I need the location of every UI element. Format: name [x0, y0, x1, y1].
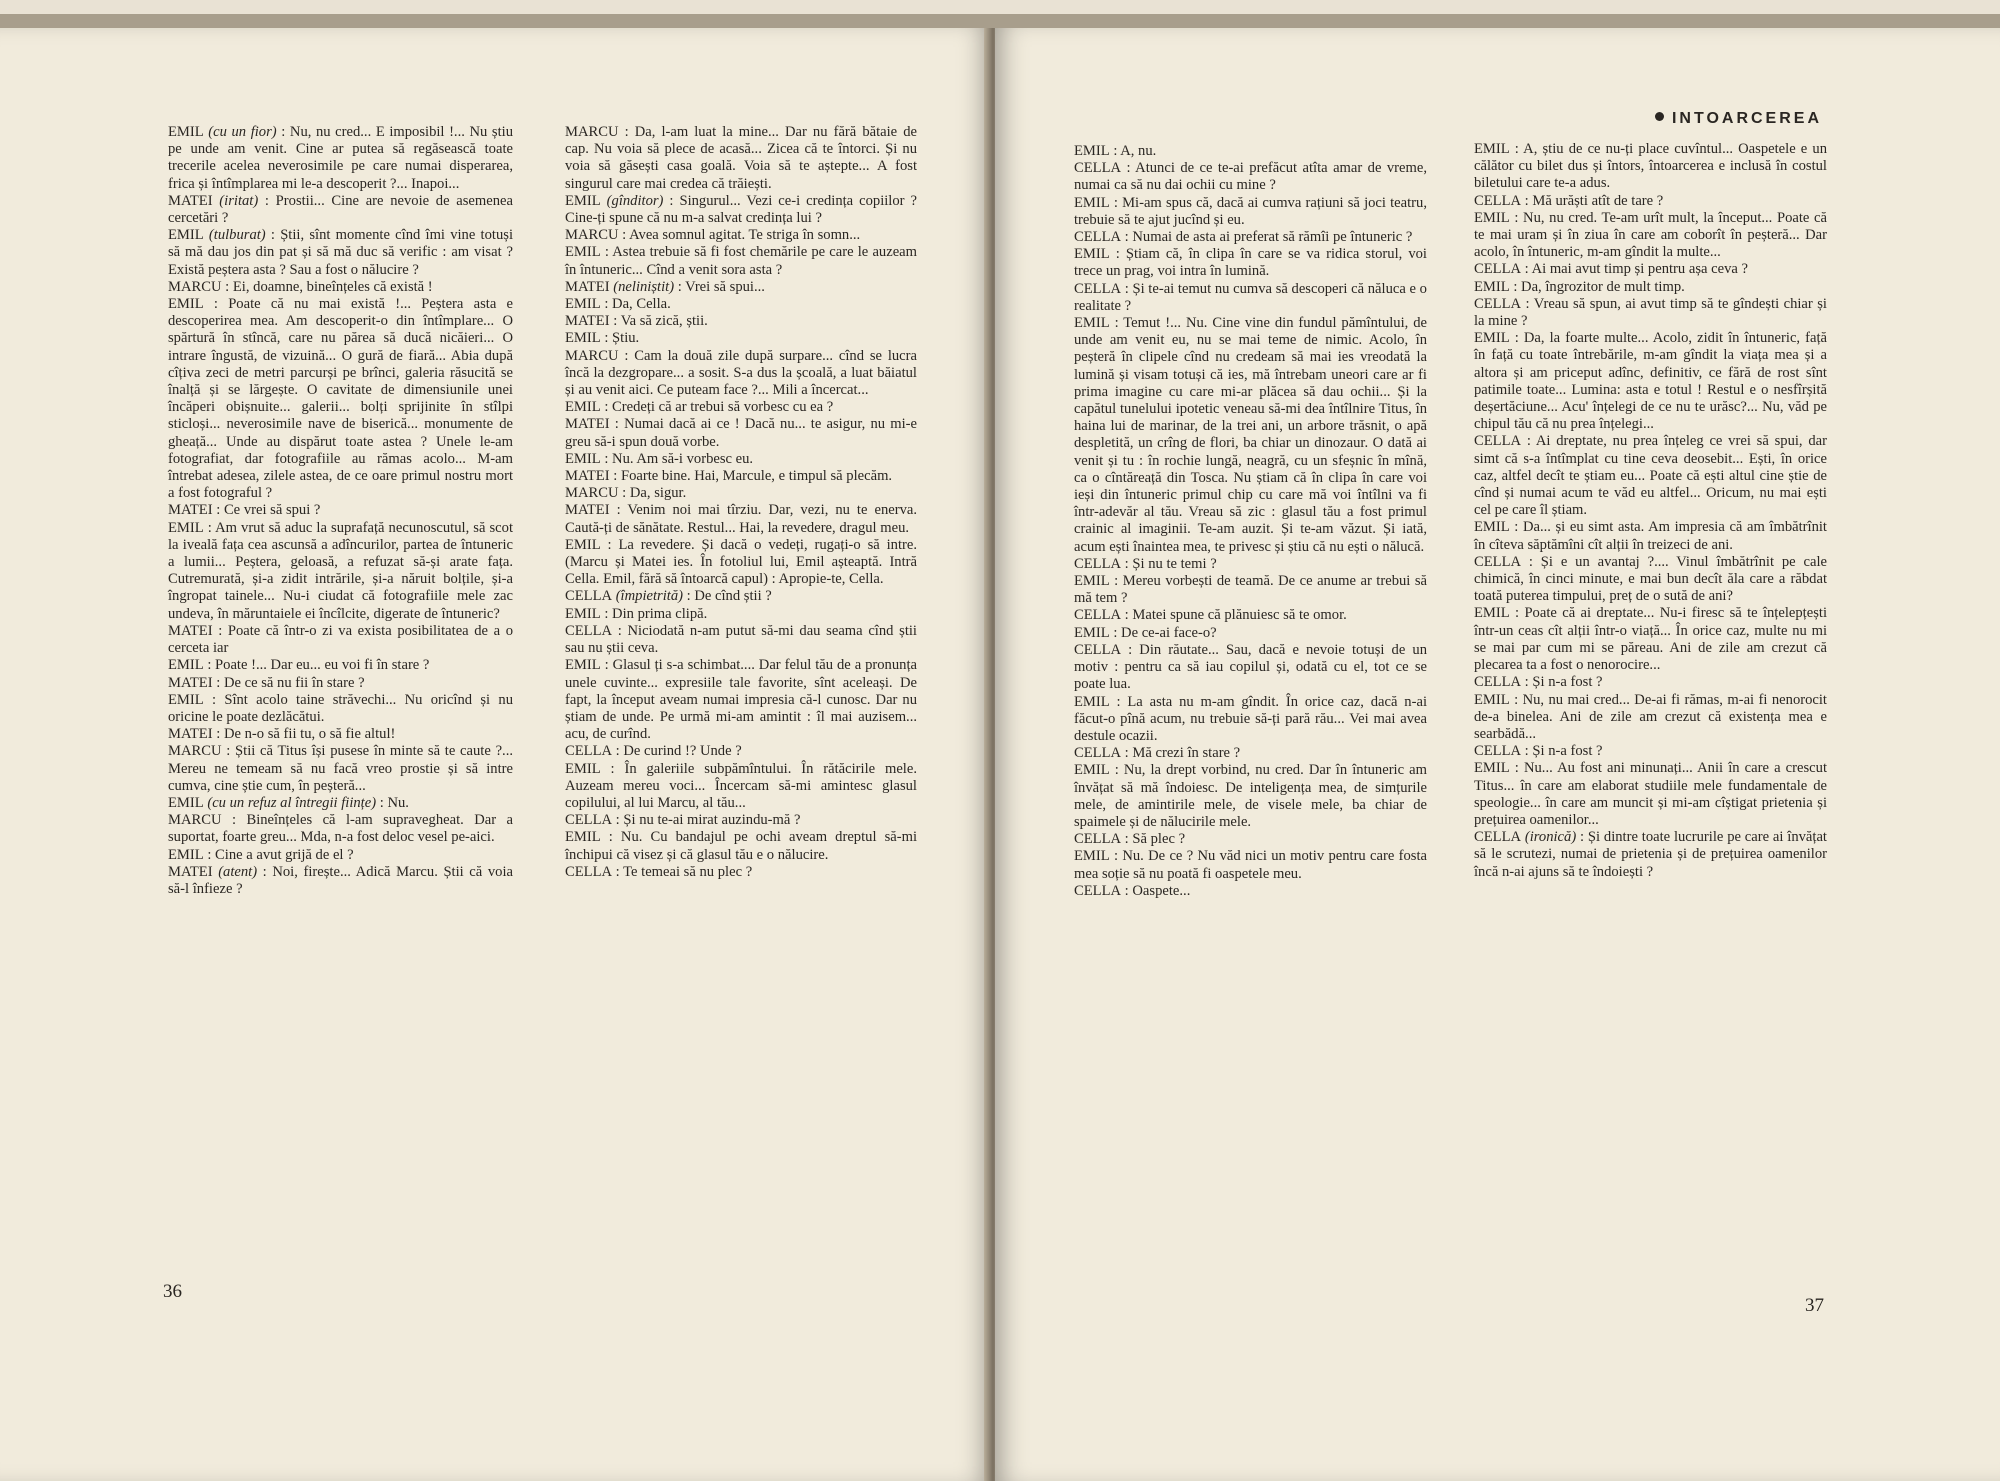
line-text: Din răutate... Sau, dacă e nevoie totuși de un motiv : pentru ca să iau copilul și, odată cu el, tot ce se poate lua.	[1074, 641, 1427, 693]
line-text: La revedere. Și dacă o vedeți, rugați-o să intre. (Marcu și Matei ies. În fotoliul lui, Emil așteaptă. Intră Cella. Emil, fără să întoarcă capul) : Apropie-te, Cella.	[565, 536, 917, 588]
dialogue-line: MARCU : Știi că Titus își pusese în minte să te caute ?... Mereu ne temeam să nu facă vreo prostie și să intre cumva, cine știe cum, în peșteră...	[168, 743, 513, 794]
line-text: Atunci de ce te-ai prefăcut atîta amar de vreme, numai ca să nu dai ochii cu mine ?	[1074, 160, 1427, 194]
line-text: Cine a avut grijă de el ?	[215, 846, 354, 863]
line-text: Foarte bine. Hai, Marcule, e timpul să plecăm.	[620, 468, 893, 485]
line-text: Mi-am spus că, dacă ai cumva rațiuni să joci teatru, trebuie să te ajut jucînd și eu.	[1074, 194, 1427, 228]
line-text: Da, la foarte multe... Acolo, zidit în întuneric, față în față cu toate întrebările, m-am gîndit la viața mea și a altora și am priceput adînc, definitiv, ce fără de rost sînt patimile toate... Lumina: asta e totul ! Restul e o nesfîrșită deșertăciune... Acu' înțelegi de ce nu te urăsc?... Nu, văd pe chipul tău că nu prea înțelegi...	[1474, 330, 1827, 433]
speaker-name: EMIL	[565, 399, 601, 416]
stage-direction: (cu un refuz al întregii ființe)	[207, 794, 377, 811]
dialogue-line: EMIL : Poate că nu mai există !... Peștera asta e descoperirea mea. Am descoperit-o din întîmplare... O spărtură în stîncă, care nu părea să ducă nicăieri... O intrare îngustă, de vizuină... O gură de fiară... Abia după cîțiva zeci de metri parcurși pe brînci, galeria răsucită se înalță și se lărgește. O cavitate de dimensiunile unei încăperi obișnuite... galerii... bolți sprijinite în stîlpi sticloși... neverosimile nave de biserică... monumente de gheață... Unde au dispărut toate astea ? Unele le-am fotografiat, dar fotografiile au rămas acolo... M-am întrebat adesea, zilele astea, de ce oare primul nostru mort a fost fotograful ?	[168, 296, 513, 502]
line-text: Mereu vorbești de teamă. De ce anume ar trebui să mă tem ?	[1074, 573, 1427, 607]
dialogue-line: MATEI (atent) : Noi, firește... Adică Marcu. Știi că voia să-l înfieze ?	[168, 863, 513, 897]
speaker-name: CELLA	[1074, 831, 1122, 848]
dialogue-line: MATEI : Ce vrei să spui ?	[168, 502, 321, 519]
line-text: Din prima clipă.	[612, 605, 708, 622]
dialogue-line: CELLA : Matei spune că plănuiesc să te omor.	[1074, 607, 1347, 624]
dialogue-line: EMIL : Nu, la drept vorbind, nu cred. Dar în întuneric am învățat să mă îndoiesc. De inteligența mea, de simțurile mele, de amintirile mele, de visele mele, ba chiar de spaimele și de nălucirile mele.	[1074, 762, 1427, 830]
line-text: Numai de asta ai preferat să rămîi pe întuneric ?	[1132, 229, 1413, 246]
stage-direction: (gînditor)	[606, 192, 664, 209]
dialogue-line: EMIL (tulburat) : Știi, sînt momente cînd îmi vine totuși să mă dau jos din pat și să mă duc să verific : am visat ? Există peștera asta ? Sau a fost o nălucire ?	[168, 227, 513, 278]
speaker-name: MARCU	[565, 124, 619, 140]
dialogue-line: MARCU : Da, l-am luat la mine... Dar nu fără bătaie de cap. Nu voia să plece de acasă... Zicea că te întorci. Și nu voia să găsești casa goală. Voia să te aștepte... A fost singurul care mai credea că trăiești.	[565, 124, 917, 192]
dialogue-line: CELLA : Și nu te temi ?	[1074, 555, 1217, 572]
speaker-name: MATEI	[565, 502, 610, 519]
dialogue-line: CELLA : Și te-ai temut nu cumva să descoperi că năluca e o realitate ?	[1074, 280, 1427, 314]
line-text: Ai mai avut timp și pentru așa ceva ?	[1531, 261, 1748, 278]
line-text: Nu, la drept vorbind, nu cred. Dar în întuneric am învățat să mă îndoiesc. De inteligența mea, de simțurile mele, de amintirile mele, de visele mele, ba chiar de spaimele și de nălucirile mele.	[1074, 762, 1427, 830]
dialogue-line: EMIL : Știam că, în clipa în care se va ridica storul, voi trece un prag, voi intra în lumină.	[1074, 246, 1427, 280]
speaker-name: CELLA	[1074, 280, 1122, 297]
line-text: Ce vrei să spui ?	[223, 502, 321, 519]
line-text: Credeți că ar trebui să vorbesc cu ea ?	[612, 399, 834, 416]
dialogue-line: EMIL : Mi-am spus că, dacă ai cumva rațiuni să joci teatru, trebuie să te ajut jucînd și eu.	[1074, 194, 1427, 228]
speaker-name: CELLA	[1474, 192, 1522, 209]
right-page	[995, 28, 2000, 1481]
speaker-name: EMIL	[1074, 762, 1110, 779]
dialogue-line: EMIL : Nu. De ce ? Nu văd nici un motiv pentru care fosta mea soție să nu poată fi oaspetele meu.	[1074, 848, 1427, 882]
dialogue-line: CELLA : Oaspete...	[1074, 882, 1191, 899]
dialogue-line: MARCU : Da, sigur.	[565, 485, 687, 502]
dialogue-line: MATEI : De n-o să fii tu, o să fie altul!	[168, 726, 396, 743]
speaker-name: MATEI	[565, 313, 610, 330]
dialogue-line: EMIL : Astea trebuie să fi fost chemările pe care le auzeam în întuneric... Cînd a venit sora asta ?	[565, 244, 917, 278]
line-text: Să plec ?	[1132, 831, 1186, 848]
line-text: Ai dreptate, nu prea înțeleg ce vrei să spui, dar simt că s-a întîmplat cu tine ceva deosebit... Ești, în orice caz, altfel decît te știam eu... Poate că ești altul cine știe de cînd și numai acum te văd eu altfel... Oricum, nu mai ești cel pe care îl știam.	[1474, 433, 1828, 519]
line-text: Singurul... Vezi ce-i credința copiilor ? Cine-ți spune că nu m-a salvat credința lui ?	[565, 192, 917, 227]
dialogue-line: EMIL : Nu, nu cred. Te-am urît mult, la început... Poate că te mai uram și în ziua în care am coborît în peșteră... Dar acolo, în întuneric, m-am gîndit la multe...	[1474, 209, 1827, 261]
page-number-right: 37	[1805, 1295, 1824, 1316]
dialogue-line: EMIL : A, nu.	[1074, 143, 1157, 159]
line-text: Știu.	[612, 330, 640, 347]
line-text: Ei, doamne, bineînțeles că există !	[232, 278, 433, 295]
speaker-name: MARCU	[168, 812, 222, 829]
dialogue-line: CELLA : Niciodată n-am putut să-mi dau seama cînd știi sau nu știi ceva.	[565, 622, 917, 657]
speaker-name: EMIL	[168, 519, 204, 536]
line-text: A, nu.	[1120, 143, 1157, 159]
line-text: Și nu te temi ?	[1132, 555, 1217, 572]
dialogue-line: EMIL : În galeriile subpămîntului. În rătăcirile mele. Auzeam mereu voci... Încercam să-mi amintesc glasul copilului, al lui Marcu, al tău...	[565, 760, 917, 811]
speaker-name: CELLA	[565, 863, 613, 880]
dialogue-line: EMIL : La revedere. Și dacă o vedeți, rugați-o să intre. (Marcu și Matei ies. În fotoliul lui, Emil așteaptă. Intră Cella. Emil, fără să întoarcă capul) : Apropie-te, Cella.	[565, 536, 917, 588]
dialogue-line: EMIL : A, știu de ce nu-ți place cuvîntul... Oaspetele e un călător cu bilet dus și întors, întoarcerea e inclusă în costul biletului care te-a adus.	[1474, 141, 1827, 192]
line-text: Noi, firește... Adică Marcu. Știi că voia să-l înfieze ?	[168, 863, 513, 897]
speaker-name: MARCU	[565, 485, 619, 502]
dialogue-line: EMIL : Nu. Cu bandajul pe ochi aveam dreptul să-mi închipui că visez și că glasul tău e o nălucire.	[565, 829, 918, 863]
speaker-name: CELLA	[1474, 743, 1522, 760]
line-text: Mă crezi în stare ?	[1132, 745, 1241, 762]
line-text: Și e un avantaj ?.... Vinul îmbătrînit pe cale chimică, în cinci minute, e mai bun decît ăla care a răbdat toată puterea timpului, preț de o sută de ani?	[1474, 553, 1827, 605]
dialogue-line: EMIL : Nu. Am să-i vorbesc eu.	[565, 450, 754, 467]
dialogue-line: EMIL : Cine a avut grijă de el ?	[168, 846, 354, 863]
speaker-name: EMIL	[1074, 693, 1110, 710]
line-text: De cînd știi ?	[694, 588, 772, 605]
dialogue-line: CELLA : Ai dreptate, nu prea înțeleg ce vrei să spui, dar simt că s-a întîmplat cu tine ceva deosebit... Ești, în orice caz, altfel decît te știam eu... Poate că ești altul cine știe de cînd și numai acum te văd eu altfel... Oricum, nu mai ești cel pe care îl știam.	[1474, 433, 1828, 519]
speaker-name: CELLA	[1474, 674, 1522, 691]
line-text: Sînt acolo taine străvechi... Nu oricînd și nu oricine le poate dezlăcătui.	[168, 691, 513, 725]
dialogue-line: EMIL : Sînt acolo taine străvechi... Nu oricînd și nu oricine le poate dezlăcătui.	[168, 691, 513, 725]
dialogue-line: EMIL : Mereu vorbești de teamă. De ce anume ar trebui să mă tem ?	[1074, 573, 1427, 607]
speaker-name: CELLA	[565, 743, 613, 760]
line-text: Da... și eu simt asta. Am impresia că am îmbătrînit în cîteva săptămîni cît alții în treizeci de ani.	[1474, 519, 1827, 553]
dialogue-line: MARCU : Avea somnul agitat. Te striga în somn...	[565, 227, 861, 244]
speaker-name: EMIL	[168, 227, 204, 244]
speaker-name: MATEI	[168, 502, 213, 519]
line-text: Poate că ai dreptate... Nu-i firesc să te înțelepțești într-un ceas cît alții într-o viață... În orice caz, multe nu mi se mai par cum mi se păreau. Ani de zile am crezut că plecarea ta a fost o nenorocire...	[1474, 605, 1827, 674]
dialogue-line: MATEI : Venim noi mai tîrziu. Dar, vezi, nu te enerva. Caută-ți de sănătate. Restul... Hai, la revedere, dragul meu.	[565, 502, 918, 536]
dialogue-line: CELLA : Ai mai avut timp și pentru așa ceva ?	[1474, 261, 1748, 278]
line-text: Da, Cella.	[612, 296, 671, 313]
speaker-name: EMIL	[1074, 848, 1110, 865]
dialogue-line: MATEI : Va să zică, știi.	[565, 313, 708, 330]
dialogue-line: MARCU : Bineînțeles că l-am supravegheat. Dar a suportat, foarte greu... Mda, n-a fost deloc vesel pe-aici.	[168, 812, 513, 846]
line-text: Am vrut să aduc la suprafață necunoscutul, să scot la iveală fața cea ascunsă a adîncurilor, partea de întuneric a lumii... Peștera, geloasă, a refuzat să-și arate fața. Cutremurată, și-a zidit intrările, și-a năruit bolțile, și-a îngropat tainele... Nu-i ciudat că fotografiile mele zac undeva, în măruntaiele ei încîlcite, digerate de întuneric?	[168, 519, 514, 622]
line-text: Poate că nu mai există !... Peștera asta e descoperirea mea. Am descoperit-o din întîmplare... O spărtură în stîncă, care nu părea să ducă nicăieri... O intrare îngustă, de vizuină... O gură de fiară... Abia după cîțiva zeci de metri parcurși pe brînci, galeria răsucită se înalță și se lărgește. O cavitate de dimensiunile unei încăperi obișnuite... galerii... bolți sprijinite în stîlpi sticloși... neverosimile nave de biserică... monumente de gheață... Unde au dispărut toate astea ? Unele le-am fotografiat, dar fotografiile au rămas acolo... M-am întrebat adesea, zilele astea, de ce oare primul nostru mort a fost fotograful ?	[168, 296, 513, 502]
speaker-name: CELLA	[565, 812, 613, 829]
dialogue-line: MATEI : Foarte bine. Hai, Marcule, e timpul să plecăm.	[565, 468, 893, 485]
line-text: Poate !... Dar eu... eu voi fi în stare ?	[215, 657, 430, 674]
speaker-name: EMIL	[565, 605, 601, 622]
speaker-name: EMIL	[565, 657, 601, 674]
line-text: Nu. Cu bandajul pe ochi aveam dreptul să-mi închipui că visez și că glasul tău e o nălucire.	[565, 829, 918, 863]
dialogue-line: CELLA : Atunci de ce te-ai prefăcut atîta amar de vreme, numai ca să nu dai ochii cu mine ?	[1074, 160, 1427, 194]
line-text: Da, sigur.	[629, 485, 687, 502]
speaker-name: CELLA	[1074, 229, 1122, 246]
line-text: Prostii... Cine are nevoie de asemenea cercetări ?	[168, 192, 513, 227]
speaker-name: EMIL	[1074, 194, 1110, 211]
speaker-name: EMIL	[1074, 573, 1110, 590]
line-text: Niciodată n-am putut să-mi dau seama cînd știi sau nu știi ceva.	[565, 622, 917, 657]
speaker-name: CELLA	[1474, 829, 1522, 846]
dialogue-line: EMIL (cu un refuz al întregii ființe) : Nu.	[168, 794, 409, 811]
dialogue-line: EMIL : Temut !... Nu. Cine vine din fundul pămîntului, de unde am venit eu, nu se mai teme de nimic. Acolo, în peșteră în clipele cînd nu credeam să mai ies vreodată la lumină și visam totuși că ies, mă întrebam uneori care ar fi prima imagine cu care mi-ar plăcea să dau ochii... Și la capătul tunelului ipotetic veneau să-mi dea întîlnire Titus, în haina lui de marinar, de la trei ani, un arbore trăsnit, o apă despletită, un crîng de flori, ba chiar un dinozaur. O dată ai venit și tu : în rochie lungă, neagră, cu un sfeșnic în mînă, ca o cîntăreață din Tosca. Nu știam că în clipa în care voi ieși din întuneric primul chip cu care mă voi întîlni va fi într-adevăr al tău. Vreau să zic : glasul tău a fost primul crainic al imaginii. Te-am auzit. Și te-am văzut. Și iată, acum ești înaintea mea, te privesc și știu că nu ești o nălucă.	[1074, 315, 1427, 555]
bullet-icon	[1655, 112, 1664, 121]
line-text: Cam la două zile după surpare... cînd se lucra încă la dezgropare... a sosit. S-a dus la școală, a luat băiatul și au venit aici. Ce puteam face ?... Mili a încercat...	[565, 347, 917, 399]
speaker-name: EMIL	[168, 657, 204, 674]
line-text: Oaspete...	[1132, 882, 1191, 899]
speaker-name: MARCU	[168, 743, 222, 760]
speaker-name: CELLA	[1474, 261, 1522, 278]
dialogue-line: CELLA : Mă urăști atît de tare ?	[1474, 192, 1664, 209]
page-number-left: 36	[163, 1281, 182, 1302]
speaker-name: MATEI	[168, 674, 213, 691]
speaker-name: CELLA	[1474, 553, 1522, 570]
speaker-name: EMIL	[1474, 691, 1510, 708]
line-text: Matei spune că plănuiesc să te omor.	[1132, 607, 1347, 624]
speaker-name: EMIL	[565, 296, 601, 313]
dialogue-line: EMIL : La asta nu m-am gîndit. În orice caz, dacă n-ai făcut-o pînă acum, nu trebuie să-ți pară rău... Vei mai avea destule ocazii.	[1074, 693, 1427, 744]
line-text: A, știu de ce nu-ți place cuvîntul... Oaspetele e un călător cu bilet dus și întors, întoarcerea e inclusă în costul biletului care te-a adus.	[1474, 141, 1827, 192]
running-header	[1655, 110, 1822, 128]
line-text: În galeriile subpămîntului. În rătăcirile mele. Auzeam mereu voci... Încercam să-mi amintesc glasul copilului, al lui Marcu, al tău...	[565, 760, 917, 811]
speaker-name: CELLA	[1074, 160, 1122, 177]
line-text: Avea somnul agitat. Te striga în somn...	[629, 227, 861, 244]
line-text: Numai dacă ai ce ! Dacă nu... te asigur, nu mi-e greu să-i spun două vorbe.	[565, 416, 917, 450]
line-text: Nu, nu mai cred... De-ai fi rămas, m-ai fi nenorocit de-a binelea. Ani de zile am crezut că existența mea e searbădă...	[1474, 691, 1827, 742]
line-text: Nu.	[387, 794, 409, 811]
line-text: Știi, sînt momente cînd îmi vine totuși să mă dau jos din pat și să mă duc să verific : am visat ? Există peștera asta ? Sau a fost o nălucire ?	[168, 227, 513, 278]
line-text: Și n-a fost ?	[1532, 743, 1603, 760]
dialogue-line: MATEI (iritat) : Prostii... Cine are nevoie de asemenea cercetări ?	[168, 192, 513, 227]
line-text: La asta nu m-am gîndit. În orice caz, dacă n-ai făcut-o pînă acum, nu trebuie să-ți pară rău... Vei mai avea destule ocazii.	[1074, 693, 1427, 744]
speaker-name: CELLA	[565, 588, 613, 605]
line-text: Nu, nu cred... E imposibil !... Nu știu pe unde am venit. Cine ar putea să regăsească toate trecerile acelea neverosimile pe care numai disperarea, frica și întîmplarea mi le-a descoperit ?... Inapoi...	[168, 124, 513, 192]
dialogue-line: CELLA (împietrită) : De cînd știi ?	[565, 588, 772, 605]
speaker-name: EMIL	[565, 829, 601, 846]
dialogue-line: CELLA : Te temeai să nu plec ?	[565, 863, 753, 880]
stage-direction: (atent)	[218, 863, 258, 880]
speaker-name: EMIL	[168, 691, 204, 708]
dialogue-line: MATEI : De ce să nu fii în stare ?	[168, 674, 365, 691]
speaker-name: MARCU	[565, 227, 619, 244]
speaker-name: CELLA	[1474, 295, 1522, 312]
stage-direction: (tulburat)	[208, 227, 266, 244]
speaker-name: EMIL	[565, 760, 601, 777]
stage-direction: (ironică)	[1524, 829, 1577, 846]
dialogue-line: EMIL : Nu, nu mai cred... De-ai fi rămas, m-ai fi nenorocit de-a binelea. Ani de zile am crezut că existența mea e searbădă...	[1474, 691, 1827, 742]
dialogue-line: MATEI : Numai dacă ai ce ! Dacă nu... te asigur, nu mi-e greu să-i spun două vorbe.	[565, 416, 917, 450]
speaker-name: EMIL	[1474, 278, 1510, 295]
speaker-name: EMIL	[565, 536, 601, 553]
dialogue-line: CELLA : Din răutate... Sau, dacă e nevoie totuși de un motiv : pentru ca să iau copilul și, odată cu el, tot ce se poate lua.	[1074, 641, 1427, 693]
dialogue-line: EMIL : Din prima clipă.	[565, 605, 708, 622]
dialogue-line: EMIL : Da, la foarte multe... Acolo, zidit în întuneric, față în față cu toate întrebările, m-am gîndit la viața mea și a altora și am priceput adînc, definitiv, ce fără de rost sînt patimile toate... Lumina: asta e totul ! Restul e o nesfîrșită deșertăciune... Acu' înțelegi de ce nu te urăsc?... Nu, văd pe chipul tău că nu prea înțelegi...	[1474, 330, 1827, 433]
speaker-name: CELLA	[1074, 607, 1122, 624]
speaker-name: EMIL	[565, 244, 601, 261]
dialogue-line: EMIL : De ce-ai face-o?	[1074, 624, 1217, 641]
dialogue-line: CELLA : Și e un avantaj ?.... Vinul îmbătrînit pe cale chimică, în cinci minute, e mai bun decît ăla care a răbdat toată puterea timpului, preț de o sută de ani?	[1474, 553, 1827, 605]
running-header-text: INTOARCEREA	[1671, 110, 1822, 127]
speaker-name: EMIL	[1474, 330, 1510, 347]
right-page-column-2	[1474, 141, 1827, 881]
line-text: Și te-ai temut nu cumva să descoperi că năluca e o realitate ?	[1074, 280, 1427, 314]
speaker-name: EMIL	[565, 450, 601, 467]
speaker-name: MATEI	[168, 192, 213, 209]
dialogue-line: EMIL : Poate că ai dreptate... Nu-i firesc să te înțelepțești într-un ceas cît alții într-o viață... În orice caz, multe nu mi se mai par cum mi se păreau. Ani de zile am crezut că plecarea ta a fost o nenorocire...	[1474, 605, 1827, 674]
line-text: Venim noi mai tîrziu. Dar, vezi, nu te enerva. Caută-ți de sănătate. Restul... Hai, la revedere, dragul meu.	[565, 502, 918, 536]
speaker-name: CELLA	[1074, 882, 1122, 899]
dialogue-line: EMIL : Glasul ți s-a schimbat.... Dar felul tău de a pronunța unele cuvinte... expresiile tale favorite, sînt aceleași. De fapt, la început aveam numai impresia că-l cunosc. Dar nu știam de unde. Pe urmă mi-am amintit : îl mai auzisem... acu, de curînd.	[565, 657, 917, 743]
line-text: Da, l-am luat la mine... Dar nu fără bătaie de cap. Nu voia să plece de acasă... Zicea că te întorci. Și nu voia să găsești casa goală. Voia să te aștepte... A fost singurul care mai credea că trăiești.	[565, 124, 917, 192]
dialogue-line: CELLA : Și n-a fost ?	[1474, 674, 1603, 691]
line-text: Te temeai să nu plec ?	[623, 863, 753, 880]
dialogue-line: MARCU : Ei, doamne, bineînțeles că există !	[168, 278, 433, 295]
dialogue-line: EMIL (gînditor) : Singurul... Vezi ce-i credința copiilor ? Cine-ți spune că nu m-a salvat credința lui ?	[565, 192, 917, 227]
dialogue-line: CELLA (ironică) : Și dintre toate lucrurile pe care ai învățat să le scrutezi, numai de prietenia și de prețuirea oamenilor încă n-ai ajuns să te îndoiești ?	[1474, 829, 1827, 880]
dialogue-line: EMIL : Poate !... Dar eu... eu voi fi în stare ?	[168, 657, 430, 674]
speaker-name: CELLA	[1074, 745, 1122, 762]
line-text: Poate că într-o zi va exista posibilitatea de a o cerceta iar	[168, 622, 513, 657]
speaker-name: EMIL	[1474, 141, 1510, 157]
speaker-name: EMIL	[168, 846, 204, 863]
dialogue-line: EMIL : Știu.	[565, 330, 640, 347]
stage-direction: (cu un fior)	[208, 124, 277, 140]
speaker-name: EMIL	[168, 794, 204, 811]
speaker-name: EMIL	[1074, 624, 1110, 641]
line-text: Glasul ți s-a schimbat.... Dar felul tău de a pronunța unele cuvinte... expresiile tale favorite, sînt aceleași. De fapt, la început aveam numai impresia că-l cunosc. Dar nu știam de unde. Pe urmă mi-am amintit : îl mai auzisem... acu, de curînd.	[565, 657, 917, 743]
speaker-name: CELLA	[1074, 555, 1122, 572]
line-text: Temut !... Nu. Cine vine din fundul pămîntului, de unde am venit eu, nu se mai teme de nimic. Acolo, în peșteră în clipele cînd nu credeam să mai ies vreodată la lumină și visam totuși că ies, mă întrebam uneori care ar fi prima imagine cu care mi-ar plăcea să dau ochii... Și la capătul tunelului ipotetic veneau să-mi dea întîlnire Titus, în haina lui de marinar, de la trei ani, un arbore trăsnit, o apă despletită, un crîng de flori, ba chiar un dinozaur. O dată ai venit și tu : în rochie lungă, neagră, cu un sfeșnic în mînă, ca o cîntăreață din Tosca. Nu știam că în clipa în care voi ieși din întuneric primul chip cu care mă voi întîlni va fi într-adevăr al tău. Vreau să zic : glasul tău a fost primul crainic al imaginii. Te-am auzit. Și te-am văzut. Și iată, acum ești înaintea mea, te privesc și știu că nu ești o nălucă.	[1074, 315, 1427, 555]
speaker-name: EMIL	[168, 124, 204, 140]
line-text: Mă urăști atît de tare ?	[1532, 192, 1664, 209]
dialogue-line: MATEI (neliniștit) : Vrei să spui...	[565, 278, 765, 295]
speaker-name: EMIL	[1474, 209, 1510, 226]
dialogue-line: EMIL : Am vrut să aduc la suprafață necunoscutul, să scot la iveală fața cea ascunsă a adîncurilor, partea de întuneric a lumii... Peștera, geloasă, a refuzat să-și arate fața. Cutremurată, și-a zidit intrările, și-a năruit bolțile, și-a îngropat tainele... Nu-i ciudat că fotografiile mele zac undeva, în măruntaiele ei încîlcite, digerate de întuneric?	[168, 519, 514, 622]
speaker-name: MATEI	[565, 468, 610, 485]
dialogue-line: CELLA : Și nu te-ai mirat auzindu-mă ?	[565, 812, 801, 829]
speaker-name: CELLA	[1474, 433, 1522, 450]
line-text: De ce-ai face-o?	[1121, 624, 1217, 641]
speaker-name: MATEI	[168, 622, 213, 639]
line-text: Știam că, în clipa în care se va ridica storul, voi trece un prag, voi intra în lumină.	[1074, 246, 1427, 280]
line-text: Vrei să spui...	[685, 278, 765, 295]
speaker-name: MATEI	[565, 278, 610, 295]
line-text: Și dintre toate lucrurile pe care ai învățat să le scrutezi, numai de prietenia și de prețuirea oamenilor încă n-ai ajuns să te îndoiești ?	[1474, 829, 1827, 880]
speaker-name: CELLA	[565, 622, 613, 639]
left-page-column-1	[168, 124, 513, 898]
dialogue-line: EMIL (cu un fior) : Nu, nu cred... E imposibil !... Nu știu pe unde am venit. Cine ar putea să regăsească toate trecerile acelea neverosimile pe care numai disperarea, frica și întîmplarea mi le-a descoperit ?... Inapoi...	[168, 124, 513, 192]
dialogue-line: CELLA : Vreau să spun, ai avut timp să te gîndești chiar și la mine ?	[1474, 295, 1827, 330]
dialogue-line: CELLA : De curind !? Unde ?	[565, 743, 742, 760]
line-text: Bineînțeles că l-am supravegheat. Dar a suportat, foarte greu... Mda, n-a fost deloc vesel pe-aici.	[168, 812, 513, 846]
left-page	[0, 28, 990, 1481]
line-text: Va să zică, știi.	[620, 313, 708, 330]
dialogue-line: EMIL : Da... și eu simt asta. Am impresia că am îmbătrînit în cîteva săptămîni cît alții în treizeci de ani.	[1474, 519, 1827, 553]
line-text: Nu... Au fost ani minunați... Anii în care a crescut Titus... în care am elaborat studiile mele fundamentale de speologie... în care am muncit și mi-am cîștigat prietenia și prețuirea oamenilor...	[1474, 760, 1827, 828]
speaker-name: EMIL	[1474, 760, 1510, 777]
stage-direction: (împietrită)	[615, 588, 683, 605]
line-text: Știi că Titus își pusese în minte să te caute ?... Mereu ne temeam să nu facă vreo prostie și să intre cumva, cine știe cum, în peșteră...	[168, 743, 513, 794]
dialogue-line: EMIL : Credeți că ar trebui să vorbesc cu ea ?	[565, 399, 834, 416]
dialogue-line: MARCU : Cam la două zile după surpare... cînd se lucra încă la dezgropare... a sosit. S-a dus la școală, a luat băiatul și au venit aici. Ce puteam face ?... Mili a încercat...	[565, 347, 917, 399]
line-text: Nu. De ce ? Nu văd nici un motiv pentru care fosta mea soție să nu poată fi oaspetele meu.	[1074, 848, 1427, 882]
right-page-column-1	[1074, 143, 1427, 900]
speaker-name: EMIL	[1074, 315, 1110, 332]
speaker-name: MATEI	[565, 416, 610, 433]
speaker-name: EMIL	[1474, 519, 1510, 536]
stage-direction: (iritat)	[219, 192, 259, 209]
speaker-name: MATEI	[168, 863, 213, 880]
speaker-name: CELLA	[1074, 641, 1122, 658]
line-text: Vreau să spun, ai avut timp să te gîndești chiar și la mine ?	[1474, 295, 1827, 330]
speaker-name: EMIL	[565, 192, 601, 209]
dialogue-line: MATEI : Poate că într-o zi va exista posibilitatea de a o cerceta iar	[168, 622, 513, 657]
line-text: De curind !? Unde ?	[623, 743, 742, 760]
line-text: De n-o să fii tu, o să fie altul!	[223, 726, 396, 743]
speaker-name: EMIL	[168, 296, 204, 313]
line-text: Și n-a fost ?	[1532, 674, 1603, 691]
speaker-name: EMIL	[1074, 246, 1110, 263]
dialogue-line: CELLA : Mă crezi în stare ?	[1074, 745, 1241, 762]
speaker-name: EMIL	[1074, 143, 1110, 159]
dialogue-line: CELLA : Numai de asta ai preferat să rămîi pe întuneric ?	[1074, 229, 1413, 246]
speaker-name: EMIL	[565, 330, 601, 347]
dialogue-line: EMIL : Da, îngrozitor de mult timp.	[1474, 278, 1685, 295]
line-text: Nu, nu cred. Te-am urît mult, la început... Poate că te mai uram și în ziua în care am coborît în peșteră... Dar acolo, în întuneric, m-am gîndit la multe...	[1474, 209, 1827, 261]
line-text: Și nu te-ai mirat auzindu-mă ?	[623, 812, 801, 829]
dialogue-line: EMIL : Da, Cella.	[565, 296, 671, 313]
left-page-column-2	[565, 124, 917, 881]
dialogue-line: EMIL : Nu... Au fost ani minunați... Anii în care a crescut Titus... în care am elaborat studiile mele fundamentale de speologie... în care am muncit și mi-am cîștigat prietenia și prețuirea oamenilor...	[1474, 760, 1827, 828]
line-text: Astea trebuie să fi fost chemările pe care le auzeam în întuneric... Cînd a venit sora asta ?	[565, 244, 917, 278]
speaker-name: MARCU	[565, 347, 619, 364]
line-text: Nu. Am să-i vorbesc eu.	[612, 450, 754, 467]
stage-direction: (neliniștit)	[613, 278, 675, 295]
dialogue-line: CELLA : Și n-a fost ?	[1474, 743, 1603, 760]
line-text: De ce să nu fii în stare ?	[223, 674, 365, 691]
speaker-name: EMIL	[1474, 605, 1510, 622]
line-text: Da, îngrozitor de mult timp.	[1521, 278, 1685, 295]
dialogue-line: CELLA : Să plec ?	[1074, 831, 1186, 848]
speaker-name: MATEI	[168, 726, 213, 743]
speaker-name: MARCU	[168, 278, 222, 295]
